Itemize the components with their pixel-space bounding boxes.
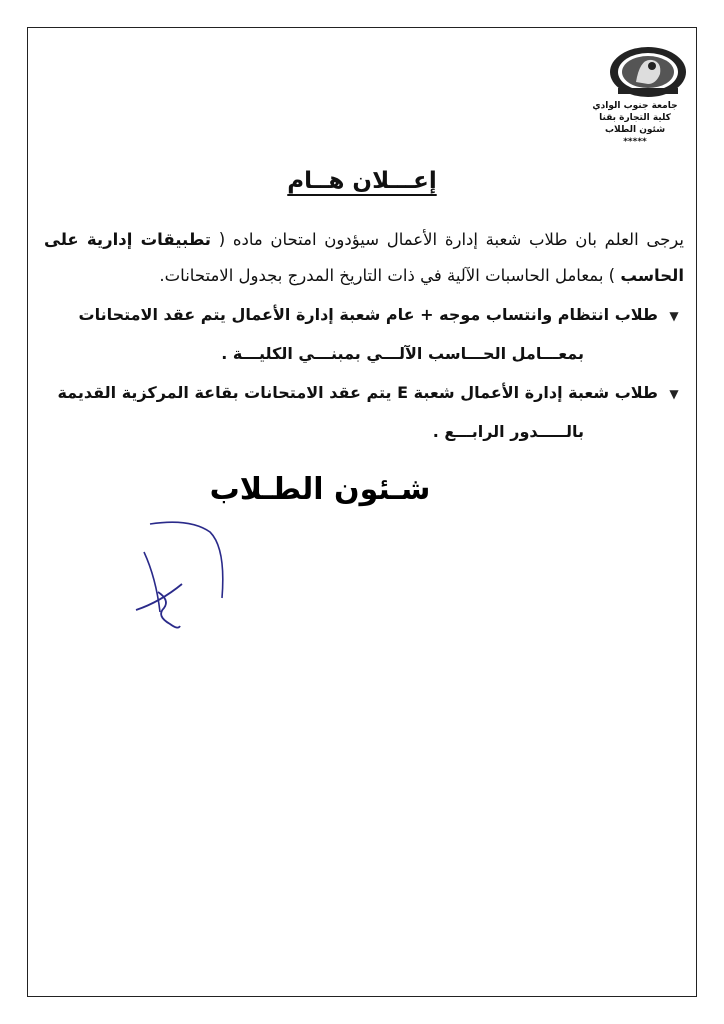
bullet-line: بمعـــامل الحـــاسب الآلـــي بمبنـــي الكليـــة .	[221, 344, 584, 363]
header-stars: *****	[623, 137, 647, 147]
body-intro: يرجى العلم بان طلاب شعبة إدارة الأعمال سيؤدون امتحان ماده (	[218, 230, 685, 249]
bullet-item	[44, 296, 684, 373]
bullet-arrow-icon: ▼	[669, 309, 679, 323]
announcement-body	[44, 222, 684, 294]
signature-text: شـئون الطـلاب	[209, 472, 431, 507]
header-block	[580, 100, 690, 148]
subject-name: تطبيقات إدارية على الحاسب	[44, 230, 684, 285]
bullet-line: طلاب شعبة إدارة الأعمال شعبة E يتم عقد الامتحانات بقاعة المركزية القديمة	[57, 383, 658, 402]
faculty-name: كلية التجارة بقنا	[599, 113, 671, 123]
handwritten-signature	[130, 518, 240, 638]
body-rest: ) بمعامل الحاسبات الآلية في ذات التاريخ المدرج بجدول الامتحانات.	[159, 266, 616, 285]
bullet-line: طلاب انتظام وانتساب موجه + عام شعبة إدارة الأعمال يتم عقد الامتحانات	[78, 305, 658, 324]
bullet-arrow-icon: ▼	[669, 387, 679, 401]
university-name: جامعة جنوب الوادي	[592, 101, 678, 111]
announcement-title: إعـــلان هــام	[287, 168, 437, 194]
university-logo	[606, 44, 690, 100]
department-name: شئون الطلاب	[604, 125, 666, 135]
bullet-line: بالـــــدور الرابـــع .	[432, 422, 584, 441]
bullet-item	[44, 374, 684, 451]
